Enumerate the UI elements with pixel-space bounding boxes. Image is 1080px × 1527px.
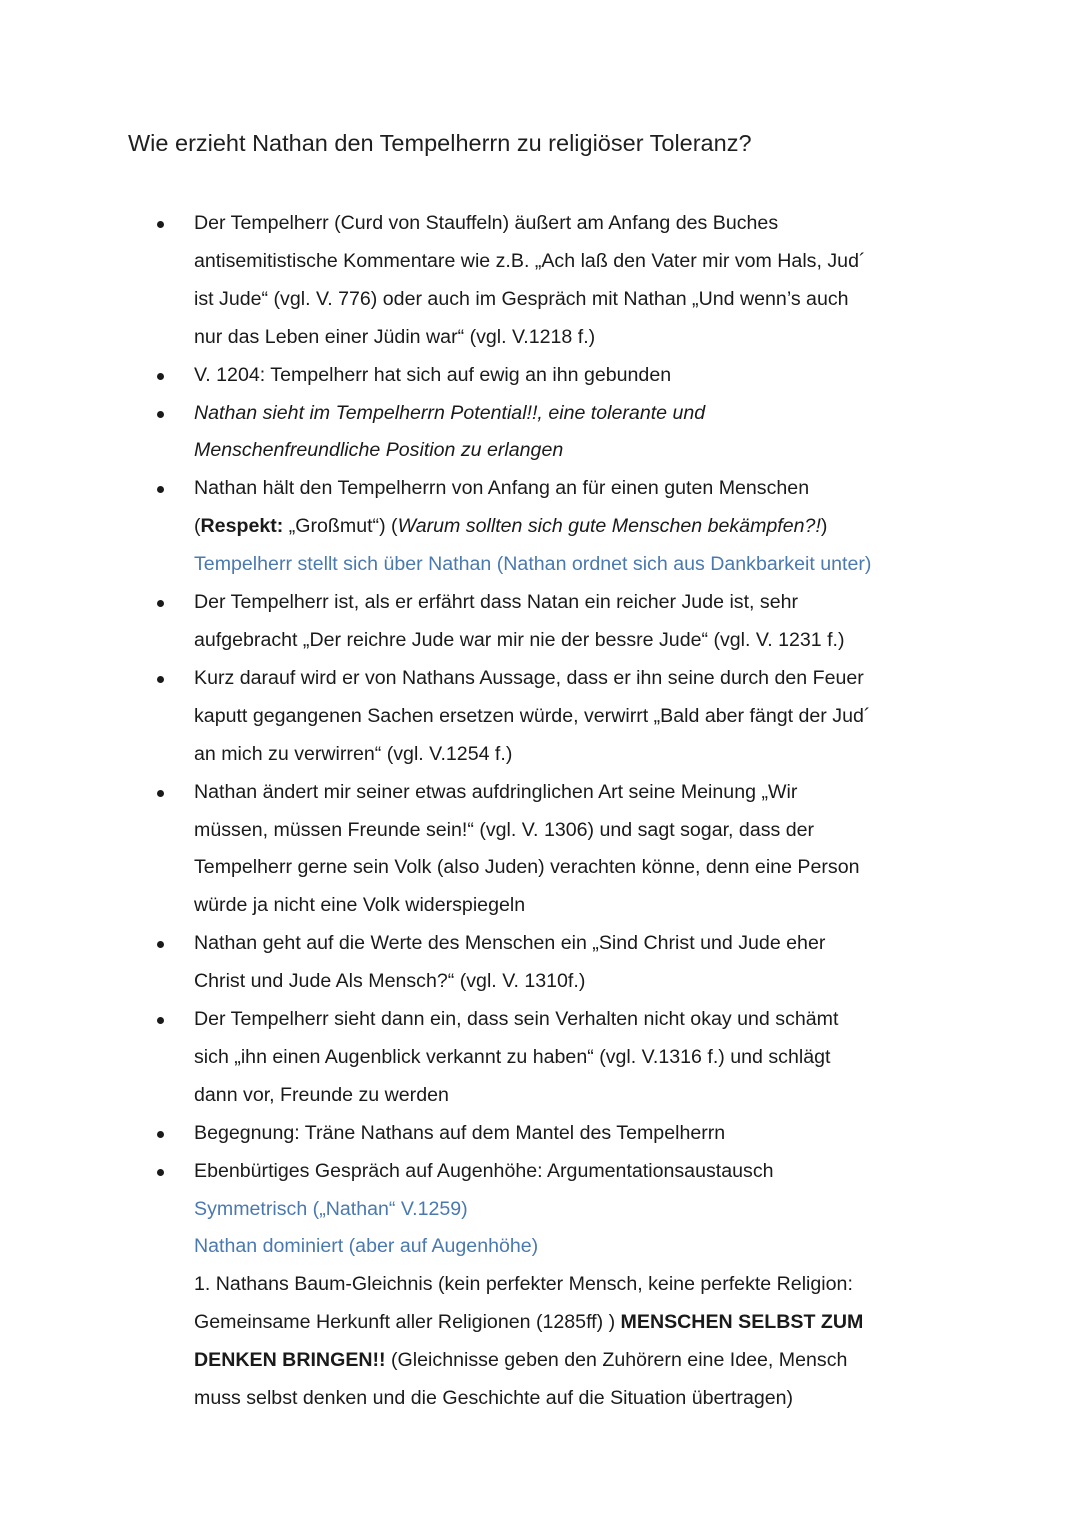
text-line <box>194 1304 954 1342</box>
list-item <box>0 660 954 774</box>
bullet-dot-icon <box>157 1131 164 1138</box>
text-line: Ebenbürtiges Gespräch auf Augenhöhe: Argumentationsaustausch <box>194 1159 774 1182</box>
text-line: antisemitistische Kommentare wie z.B. „Ach laß den Vater mir vom Hals, Jud´ <box>194 249 866 272</box>
text-line: dann vor, Freunde zu werden <box>194 1083 449 1106</box>
text-line: Menschenfreundliche Position zu erlangen <box>194 439 564 462</box>
bullet-dot-icon <box>157 600 164 607</box>
text-line: Begegnung: Träne Nathans auf dem Mantel des Tempelherrn <box>194 1121 726 1144</box>
text-line: kaputt gegangenen Sachen ersetzen würde, verwirrt „Bald aber fängt der Jud´ <box>194 704 871 727</box>
bullet-dot-icon <box>157 221 164 228</box>
page-title: Wie erzieht Nathan den Tempelherrn zu religiöser Toleranz? <box>128 130 752 156</box>
blue-note: Symmetrisch („Nathan“ V.1259) <box>194 1197 468 1220</box>
list-item <box>0 1115 954 1153</box>
list-item <box>0 395 954 471</box>
text-line: Der Tempelherr (Curd von Stauffeln) äußert am Anfang des Buches <box>194 212 779 234</box>
list-item <box>0 925 954 1001</box>
bullet-dot-icon <box>157 1169 164 1176</box>
text-line: nur das Leben einer Jüdin war“ (vgl. V.1218 f.) <box>194 325 596 348</box>
text-line: an mich zu verwirren“ (vgl. V.1254 f.) <box>194 742 513 765</box>
list-item <box>0 774 954 926</box>
bullet-dot-icon <box>157 411 164 418</box>
bold-emphasis: MENSCHEN SELBST ZUM <box>620 1311 864 1334</box>
list-item <box>0 1153 954 1418</box>
bold-emphasis: DENKEN BRINGEN!! <box>194 1349 386 1372</box>
text-line: Nathan hält den Tempelherrn von Anfang an für einen guten Menschen <box>194 477 810 500</box>
text-line: Nathan ändert mir seiner etwas aufdringlichen Art seine Meinung „Wir <box>194 780 798 803</box>
list-item <box>0 205 954 357</box>
text-line: Der Tempelherr ist, als er erfährt dass Natan ein reicher Jude ist, sehr <box>194 591 799 614</box>
list-item <box>0 357 954 395</box>
text-fragment: „Großmut“) ( <box>283 515 398 538</box>
italic-question: Warum sollten sich gute Menschen bekämpfen?! <box>397 515 821 538</box>
text-line: aufgebracht „Der reichre Jude war mir nie der bessre Jude“ (vgl. V. 1231 f.) <box>194 628 845 651</box>
text-line: sich „ihn einen Augenblick verkannt zu haben“ (vgl. V.1316 f.) und schlägt <box>194 1045 831 1068</box>
bullet-dot-icon <box>157 941 164 948</box>
bullet-dot-icon <box>157 1017 164 1024</box>
text-fragment: Gemeinsame Herkunft aller Religionen (1285ff) ) <box>194 1311 621 1334</box>
text-line: Nathan geht auf die Werte des Menschen ein „Sind Christ und Jude eher <box>194 932 826 955</box>
bullet-dot-icon <box>157 486 164 493</box>
bullet-dot-icon <box>157 790 164 797</box>
text-line: ist Jude“ (vgl. V. 776) oder auch im Gespräch mit Nathan „Und wenn’s auch <box>194 287 849 310</box>
paren-close: ) <box>820 515 828 538</box>
blue-note: Tempelherr stellt sich über Nathan (Nathan ordnet sich aus Dankbarkeit unter) <box>194 553 872 576</box>
text-line: 1. Nathans Baum-Gleichnis (kein perfekter Mensch, keine perfekte Religion: <box>194 1273 853 1296</box>
list-item <box>0 470 954 584</box>
text-line: Tempelherr gerne sein Volk (also Juden) verachten könne, denn eine Person <box>194 856 860 879</box>
text-line: Der Tempelherr sieht dann ein, dass sein Verhalten nicht okay und schämt <box>194 1008 839 1031</box>
list-item <box>0 1001 954 1115</box>
text-line: würde ja nicht eine Volk widerspiegeln <box>194 894 526 917</box>
text-line: Nathan sieht im Tempelherrn Potential!!, eine tolerante und <box>194 401 706 424</box>
text-line: Kurz darauf wird er von Nathans Aussage, dass er ihn seine durch den Feuer <box>194 666 864 689</box>
text-fragment: (Gleichnisse geben den Zuhörern eine Idee, Mensch <box>385 1349 848 1372</box>
text-line <box>194 508 954 546</box>
bullet-dot-icon <box>157 676 164 683</box>
text-line: V. 1204: Tempelherr hat sich auf ewig an ihn gebunden <box>194 363 672 386</box>
list-item <box>0 584 954 660</box>
text-line: muss selbst denken und die Geschichte auf die Situation übertragen) <box>194 1387 794 1410</box>
text-line <box>194 1342 954 1380</box>
text-line: müssen, müssen Freunde sein!“ (vgl. V. 1306) und sagt sogar, dass der <box>194 818 815 841</box>
text-line: Christ und Jude Als Mensch?“ (vgl. V. 1310f.) <box>194 970 586 993</box>
bullet-list <box>0 205 954 1418</box>
blue-note: Nathan dominiert (aber auf Augenhöhe) <box>194 1235 539 1258</box>
bullet-dot-icon <box>157 373 164 380</box>
bold-label: Respekt: <box>200 515 284 538</box>
paren-open: ( <box>194 515 201 538</box>
